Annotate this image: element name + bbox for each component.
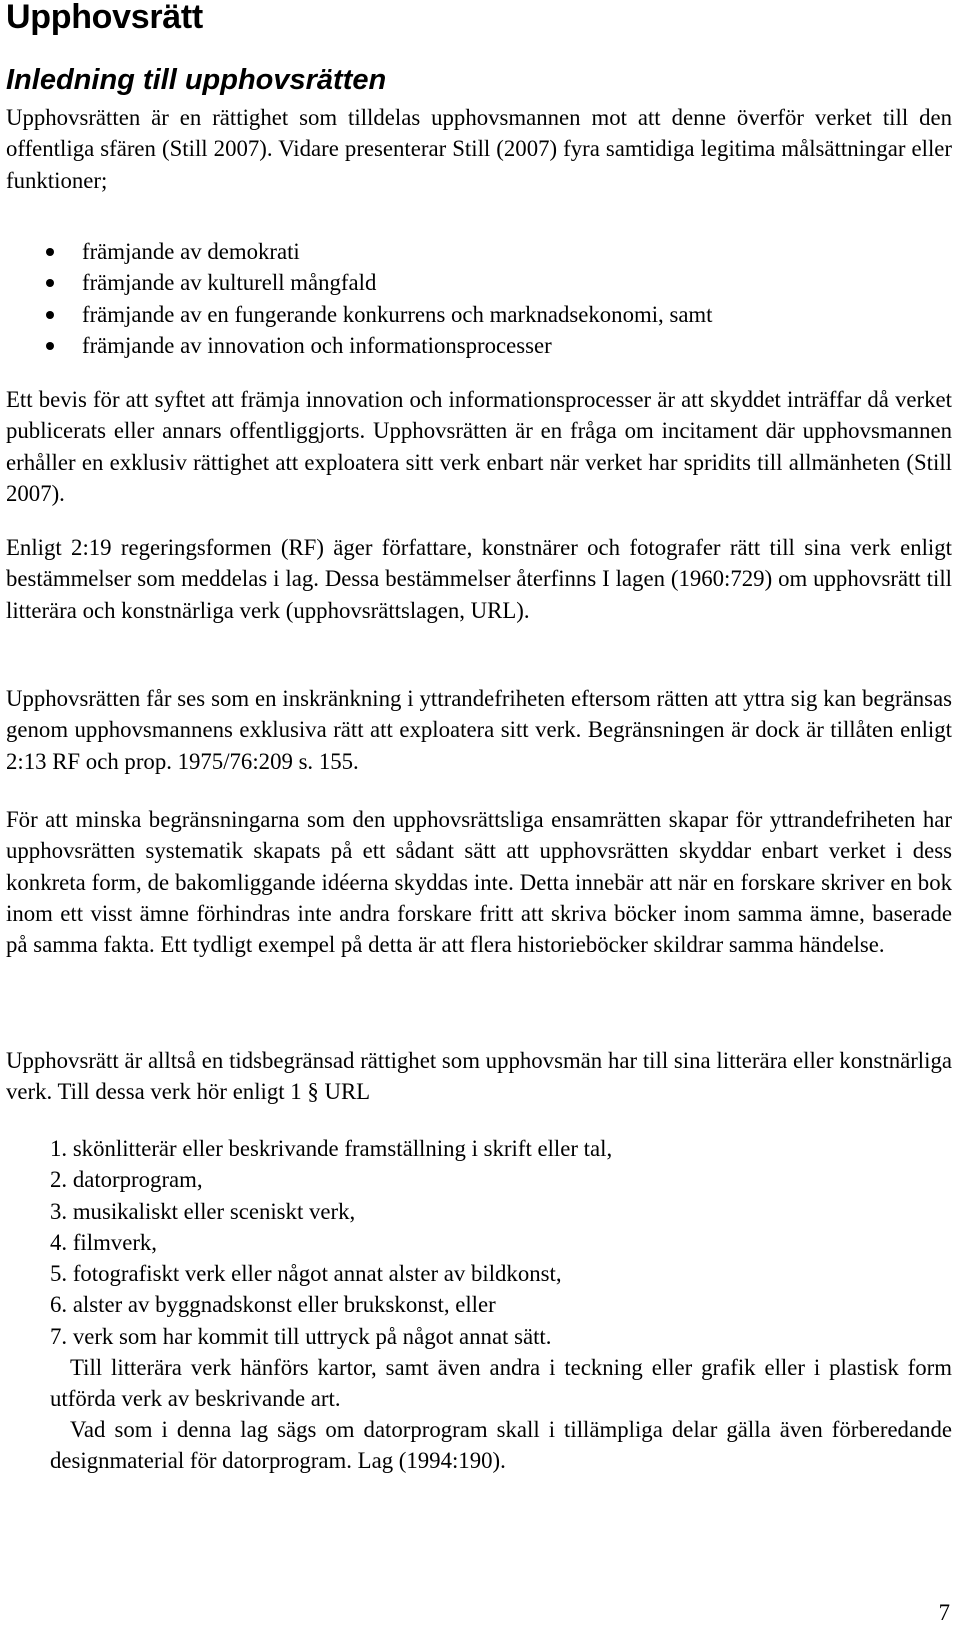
list-item: 7. verk som har kommit till uttryck på något annat sätt. [50,1323,552,1349]
list-item: 5. fotografiskt verk eller något annat alster av bildkonst, [50,1261,562,1287]
paragraph-5: Upphovsrätt är alltså en tidsbegränsad rättighet som upphovsmän har till sina litterära eller konstnärliga verk. Till dessa verk hör enligt 1 § URL [6,1048,952,1105]
sub-paragraph-maps: Till litterära verk hänförs kartor, samt även andra i teckning eller grafik eller i plastisk form utförda verk av beskrivande art. [50,1355,952,1412]
sub-paragraph-software: Vad som i denna lag sägs om datorprogram skall i tillämpliga delar gälla även förberedande designmaterial för datorprogram. Lag (1994:190). [50,1417,952,1474]
list-item: 2. datorprogram, [50,1167,203,1193]
numbered-list [50,1133,952,1352]
list-item: 6. alster av byggnadskonst eller brukskonst, eller [50,1292,496,1318]
list-item: 4. filmverk, [50,1229,158,1255]
bullet-icon [46,311,54,319]
page-title: Upphovsrätt [6,0,203,36]
paragraph-3: Upphovsrätten får ses som en inskränkning i yttrandefriheten eftersom rätten att yttra sig kan begränsas genom upphovsmannens exklusiva rätt att exploatera sitt verk. Begränsningen är dock är tillåten enligt 2:13 RF och prop. 1975/76:209 s. 155. [6,686,952,774]
page-number: 7 [938,1600,950,1625]
bullet-icon [46,279,54,287]
paragraph-2: Enligt 2:19 regeringsformen (RF) äger författare, konstnärer och fotografer rätt till sina verk enligt bestämmelser som meddelas i lag. Dessa bestämmelser återfinns I lagen (1960:729) om upphovsrätt till litterära och konstnärliga verk (upphovsrättslagen, URL). [6,535,952,623]
bullet-list [6,236,952,361]
list-item: främjande av kulturell mångfald [6,267,952,298]
bullet-icon [46,248,54,256]
paragraph-4: För att minska begränsningarna som den upphovsrättsliga ensamrätten skapar för yttrandefriheten har upphovsrätten systematik skapats på ett sådant sätt att upphovsrätten skyddar enbart verket i dess konkreta form, de bakomliggande idéerna skyddas inte. Detta innebär att när en forskare skriver en bok inom ett visst ämne förhindras inte andra forskare fritt att skriva böcker inom samma ämne, baserade på samma fakta. Ett tydligt exempel på detta är att flera historieböcker skildrar samma händelse. [6,807,952,958]
list-item: främjande av en fungerande konkurrens och marknadsekonomi, samt [6,299,952,330]
list-item: främjande av innovation och informationsprocesser [6,330,952,361]
list-item: 1. skönlitterär eller beskrivande framställning i skrift eller tal, [50,1136,613,1161]
list-item: 3. musikaliskt eller sceniskt verk, [50,1198,356,1224]
bullet-icon [46,342,54,350]
paragraph-1: Ett bevis för att syftet att främja innovation och informationsprocesser är att skyddet inträffar då verket publicerats eller annars offentliggjorts. Upphovsrätten är en fråga om incitament där upphovsmannen erhåller en exklusiv rättighet att exploatera sitt verk enbart när verket har spridits till allmänheten (Still 2007). [6,387,952,506]
section-heading: Inledning till upphovsrätten [6,64,387,96]
intro-paragraph: Upphovsrätten är en rättighet som tilldelas upphovsmannen mot att denne överför verket till den offentliga sfären (Still 2007). Vidare presenterar Still (2007) fyra samtidiga legitima målsättningar eller funktioner; [6,105,952,193]
list-item: främjande av demokrati [6,236,952,267]
